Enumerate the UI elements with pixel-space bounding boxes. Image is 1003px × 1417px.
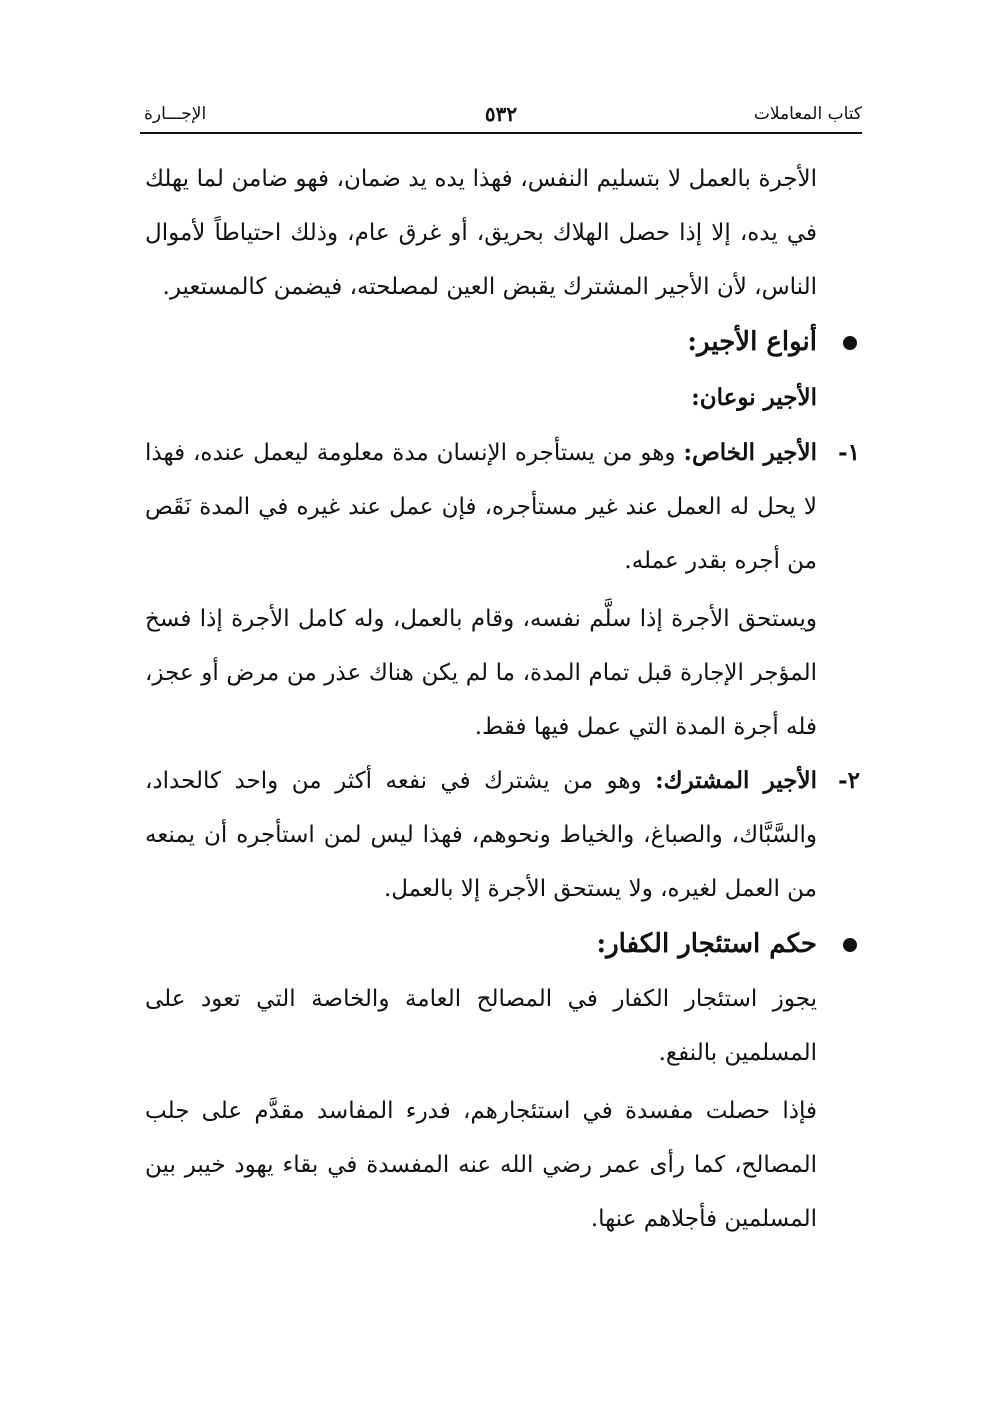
page-body [145, 152, 860, 1246]
list-item-text [145, 754, 817, 916]
bullet-icon [843, 336, 857, 350]
section-heading-hiring-text: حكم استئجار الكفار: [596, 929, 817, 959]
common-worker-definition: وهو من يشترك في نفعه أكثر من واحد كالحداد، والسَّبَّاك، والصباغ، والخياط ونحوهم، فهذا ليس لمن استأجره أن يمنعه من العمل لغيره، ولا يستحق الأجرة إلا بالعمل. [145, 768, 817, 902]
chapter-title: الإجـــارة [144, 104, 207, 124]
private-worker-wage-paragraph: ويستحق الأجرة إذا سلَّم نفسه، وقام بالعمل، وله كامل الأجرة إذا فسخ المؤجر الإجارة قبل تمام المدة، ما لم يكن هناك عذر من مرض أو عجز، فله أجرة المدة التي عمل فيها فقط. [145, 606, 817, 740]
section-heading-hiring-disbelievers [145, 916, 817, 972]
hiring-ruling-paragraph: يجوز استئجار الكفار في المصالح العامة والخاصة التي تعود على المسلمين بالنفع. [145, 986, 817, 1066]
subheading-two-types: الأجير نوعان: [691, 384, 817, 411]
private-worker-definition: وهو من يستأجره الإنسان مدة معلومة ليعمل عنده، فهذا لا يحل له العمل عند غير مستأجره، فإن عمل عند غيره في المدة نَقَص من أجره بقدر عمله. [145, 440, 817, 574]
term-private-worker: الأجير الخاص: [683, 439, 817, 466]
intro-paragraph: الأجرة بالعمل لا بتسليم النفس، فهذا يده يد ضمان، فهو ضامن لما يهلك في يده، إلا إذا حصل الهلاك بحريق، أو غرق عام، وذلك احتياطاً لأموال الناس، لأن الأجير المشترك يقبض العين لمصلحته، فيضمن كالمستعير. [145, 166, 817, 300]
hiring-harm-paragraph: فإذا حصلت مفسدة في استئجارهم، فدرء المفاسد مقدَّم على جلب المصالح، كما رأى عمر رضي الله عنه المفسدة في بقاء يهود خيبر بين المسلمين فأجلاهم عنها. [145, 1098, 817, 1232]
list-item-common-worker [145, 754, 860, 916]
bullet-icon [843, 938, 857, 952]
page-number: ٥٣٢ [484, 102, 518, 126]
list-item-number: ١- [838, 439, 860, 466]
list-item-private-worker [145, 426, 860, 588]
section-heading-types [145, 314, 817, 370]
page-header [140, 96, 862, 134]
term-common-worker: الأجير المشترك: [655, 767, 817, 794]
list-item-text [145, 426, 817, 588]
list-item-number: ٢- [838, 767, 860, 794]
section-heading-types-text: أنواع الأجير: [687, 327, 817, 357]
book-title: كتاب المعاملات [753, 104, 862, 124]
